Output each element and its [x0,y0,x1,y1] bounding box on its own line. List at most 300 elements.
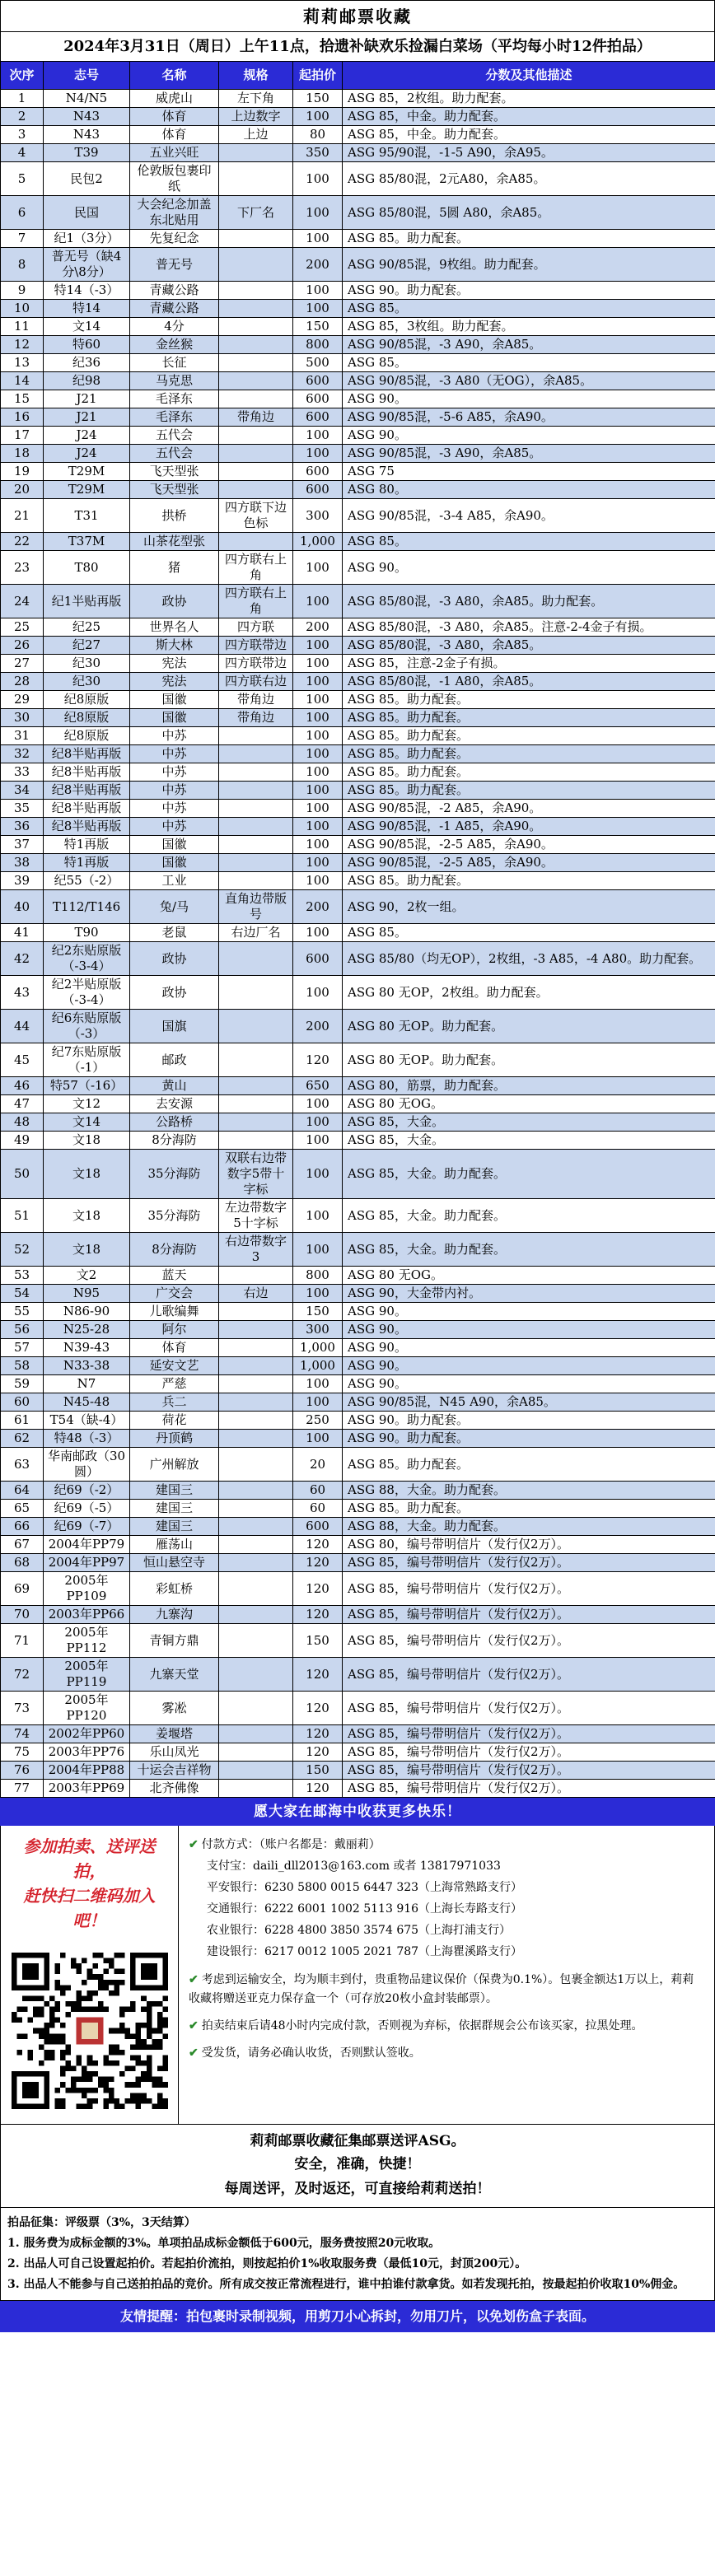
table-row [1,1430,715,1448]
lot-code: 纪8半贴再版 [44,782,130,800]
lot-code: 特60 [44,336,130,354]
lot-price: 1,000 [293,1357,343,1375]
footer-reminder: 友情提醒：拍包裹时录制视频，用剪刀小心拆封，勿用刀片，以免划伤盒子表面。 [0,2301,715,2332]
lot-desc: ASG 90/85混，-3 A90，余A85。 [343,336,715,354]
lot-number: 32 [1,745,44,763]
lot-name: 拱桥 [130,499,219,533]
lot-name: 去安源 [130,1095,219,1113]
lot-code: 普无号（缺4分\8分） [44,248,130,282]
lot-spec: 四方联右边 [219,673,293,691]
column-header-code: 志号 [44,62,130,90]
lot-desc: ASG 85。助力配套。 [343,691,715,709]
lot-desc: ASG 85/80混，-3 A80，余A85。助力配套。 [343,585,715,618]
lot-name: 大会纪念加盖东北贴用 [130,196,219,230]
lot-desc: ASG 90/85混，-3 A90，余A85。 [343,445,715,463]
lot-desc: ASG 85，大金。 [343,1132,715,1150]
lot-desc: ASG 80 无OP，2枚组。助力配套。 [343,976,715,1010]
lot-name: 体育 [130,126,219,144]
lot-number: 8 [1,248,44,282]
lot-number: 10 [1,300,44,318]
lot-number: 67 [1,1536,44,1554]
check-icon: ✔ [189,2019,199,2032]
lot-desc: ASG 85。助力配套。 [343,763,715,782]
table-row [1,942,715,976]
lot-code: 纪8半贴再版 [44,745,130,763]
lot-price: 100 [293,709,343,727]
table-row [1,1762,715,1780]
lot-code: 2003年PP69 [44,1780,130,1798]
lot-number: 14 [1,372,44,390]
lot-code: J21 [44,408,130,427]
table-row [1,1199,715,1233]
lot-spec [219,1375,293,1393]
payment-panel [179,1826,714,2124]
table-row [1,655,715,673]
lot-price: 100 [293,1285,343,1303]
page-subtitle: 2024年3月31日（周日）上午11点，拾遗补缺欢乐捡漏白菜场（平均每小时12件拍品） [0,31,715,61]
lot-spec [219,1500,293,1518]
table-row [1,1518,715,1536]
lot-number: 9 [1,282,44,300]
lot-name: 8分海防 [130,1132,219,1150]
lot-name: 35分海防 [130,1199,219,1233]
lot-number: 73 [1,1692,44,1725]
lot-spec [219,1393,293,1412]
lot-code: 纪7东贴原版（-1） [44,1043,130,1077]
lot-spec: 带角边 [219,408,293,427]
lot-number: 13 [1,354,44,372]
lot-number: 7 [1,230,44,248]
check-icon: ✔ [189,2046,199,2060]
lot-desc: ASG 85，编号带明信片（发行仅2万）。 [343,1692,715,1725]
lot-code: 纪25 [44,618,130,637]
lot-spec [219,1412,293,1430]
lots-body [1,90,715,1798]
lot-price: 150 [293,1624,343,1658]
payment-alipay: 支付宝：daili_dll2013@163.com 或者 13817971033 [207,1860,501,1873]
lot-code: 纪8半贴再版 [44,763,130,782]
lot-name: 政协 [130,942,219,976]
lot-number: 6 [1,196,44,230]
lot-code: 民国 [44,196,130,230]
lot-desc: ASG 85/80混，5圆 A80，余A85。 [343,196,715,230]
table-row [1,499,715,533]
lot-spec [219,727,293,745]
lot-name: 国徽 [130,691,219,709]
info-section [0,1826,715,2125]
lot-name: 中苏 [130,800,219,818]
table-row [1,427,715,445]
table-row [1,1357,715,1375]
lot-name: 毛泽东 [130,390,219,408]
lot-name: 公路桥 [130,1113,219,1132]
table-row [1,924,715,942]
lot-spec [219,336,293,354]
lot-spec [219,144,293,162]
lot-code: 2004年PP97 [44,1554,130,1572]
lot-number: 12 [1,336,44,354]
lot-desc: ASG 85。助力配套。 [343,709,715,727]
lot-code: 纪69（-5） [44,1500,130,1518]
payment-ccb: 建设银行：6217 0012 1005 2021 787（上海瞿溪路支行） [207,1945,523,1958]
lot-code: 特14（-3） [44,282,130,300]
lot-desc: ASG 80 无OP。助力配套。 [343,1010,715,1043]
lot-number: 69 [1,1572,44,1606]
table-row [1,1482,715,1500]
lot-desc: ASG 85，大金。助力配套。 [343,1233,715,1267]
table-row [1,1303,715,1321]
lot-price: 100 [293,1233,343,1267]
lot-name: 青藏公路 [130,300,219,318]
lot-spec: 四方联 [219,618,293,637]
lot-price: 100 [293,445,343,463]
lot-spec [219,1606,293,1624]
lot-name: 丹顶鹤 [130,1430,219,1448]
table-row [1,872,715,890]
lot-name: 猪 [130,551,219,585]
lot-number: 19 [1,463,44,481]
table-row [1,1132,715,1150]
table-row [1,1658,715,1692]
lot-number: 1 [1,90,44,108]
lot-code: 文18 [44,1199,130,1233]
join-panel [1,1826,179,2124]
lot-spec: 左下角 [219,90,293,108]
lot-number: 36 [1,818,44,836]
lot-number: 5 [1,162,44,196]
lot-spec [219,818,293,836]
table-row [1,727,715,745]
lot-number: 71 [1,1624,44,1658]
lot-desc: ASG 90，2枚一组。 [343,890,715,924]
lot-number: 15 [1,390,44,408]
lot-code: 纪30 [44,673,130,691]
lot-spec [219,1303,293,1321]
lot-spec [219,976,293,1010]
lot-price: 100 [293,836,343,854]
lot-code: 2003年PP66 [44,1606,130,1624]
lot-desc: ASG 85，2枚组。助力配套。 [343,90,715,108]
page-title: 莉莉邮票收藏 [0,0,715,31]
lot-name: 建国三 [130,1500,219,1518]
lot-desc: ASG 85/80混，-3 A80，余A85。注意-2-4金子有损。 [343,618,715,637]
lot-number: 43 [1,976,44,1010]
table-row [1,1267,715,1285]
lot-price: 600 [293,481,343,499]
lot-price: 100 [293,1132,343,1150]
table-row [1,282,715,300]
lot-spec [219,854,293,872]
lot-code: 文18 [44,1132,130,1150]
lot-number: 49 [1,1132,44,1150]
lot-number: 2 [1,108,44,126]
lot-number: 58 [1,1357,44,1375]
lot-code: 特14 [44,300,130,318]
lot-spec: 右边 [219,1285,293,1303]
lot-number: 4 [1,144,44,162]
lot-desc: ASG 80 无OG。 [343,1095,715,1113]
lot-code: 纪2半贴原版（-3-4） [44,976,130,1010]
lot-number: 64 [1,1482,44,1500]
lot-name: 广州解放 [130,1448,219,1482]
lot-spec: 双联右边带数字5带十字标 [219,1150,293,1199]
lot-code: 纪30 [44,655,130,673]
lot-price: 100 [293,1113,343,1132]
lot-number: 63 [1,1448,44,1482]
lot-number: 20 [1,481,44,499]
lot-number: 29 [1,691,44,709]
table-row [1,763,715,782]
lot-desc: ASG 90。助力配套。 [343,1412,715,1430]
lot-desc: ASG 80 无OG。 [343,1267,715,1285]
table-row [1,248,715,282]
lot-desc: ASG 85。助力配套。 [343,727,715,745]
lot-name: 阿尔 [130,1321,219,1339]
lot-price: 60 [293,1482,343,1500]
lot-code: 文14 [44,318,130,336]
appraisal-section [0,2125,715,2208]
lot-number: 21 [1,499,44,533]
lot-price: 600 [293,463,343,481]
lot-desc: ASG 90。 [343,1339,715,1357]
lot-price: 100 [293,108,343,126]
lot-name: 北齐佛像 [130,1780,219,1798]
lot-code: N43 [44,108,130,126]
lot-price: 200 [293,248,343,282]
lot-price: 500 [293,354,343,372]
lot-desc: ASG 90。 [343,1321,715,1339]
lot-price: 100 [293,427,343,445]
note-shipping: ✔ 考虑到运输安全，均为顺丰到付，贵重物品建议保价（保费为0.1%）。包裹金额达1万以上，莉莉收藏将赠送亚克力保存盒一个（可存放20枚小盒封装邮票）。 [189,1973,694,2005]
table-header-row [1,62,715,90]
lot-number: 76 [1,1762,44,1780]
lot-spec [219,300,293,318]
lot-name: 延安文艺 [130,1357,219,1375]
table-row [1,818,715,836]
lot-spec [219,162,293,196]
lot-price: 200 [293,618,343,637]
lot-code: 特57（-16） [44,1077,130,1095]
lot-number: 60 [1,1393,44,1412]
lot-spec [219,1267,293,1285]
lot-number: 18 [1,445,44,463]
lot-name: 飞天型张 [130,481,219,499]
lot-name: 兔/马 [130,890,219,924]
lot-name: 青藏公路 [130,282,219,300]
lot-code: 文14 [44,1113,130,1132]
lot-desc: ASG 88，大金。助力配套。 [343,1518,715,1536]
lot-code: T80 [44,551,130,585]
lot-code: 纪36 [44,354,130,372]
lot-desc: ASG 85，编号带明信片（发行仅2万）。 [343,1725,715,1743]
lot-code: T90 [44,924,130,942]
table-row [1,691,715,709]
lot-code: 民包2 [44,162,130,196]
rule-item-1: 1. 服务费为成标金额的3%。单项拍品成标金额低于600元，服务费按照20元收取。 [7,2237,441,2250]
lot-code: 纪1半贴再版 [44,585,130,618]
lot-code: 2005年PP112 [44,1624,130,1658]
lot-price: 100 [293,872,343,890]
lot-price: 600 [293,390,343,408]
lot-code: 2005年PP109 [44,1572,130,1606]
column-header-desc: 分数及其他描述 [343,62,715,90]
lot-price: 100 [293,1150,343,1199]
lot-desc: ASG 85，中金。助力配套。 [343,108,715,126]
lot-name: 政协 [130,585,219,618]
lot-code: T29M [44,463,130,481]
lot-name: 国徽 [130,709,219,727]
lot-name: 中苏 [130,763,219,782]
lot-number: 66 [1,1518,44,1536]
lot-code: N95 [44,1285,130,1303]
lot-price: 80 [293,126,343,144]
join-text-1: 参加拍卖、送评送拍， [23,1836,156,1881]
lot-number: 52 [1,1233,44,1267]
qr-code[interactable] [12,1953,168,2109]
lot-price: 1,000 [293,533,343,551]
lot-desc: ASG 90/85混，-2 A85，余A90。 [343,800,715,818]
table-row [1,1321,715,1339]
lot-name: 青铜方鼎 [130,1624,219,1658]
check-icon: ✔ [189,1838,199,1851]
lot-number: 28 [1,673,44,691]
lot-price: 600 [293,942,343,976]
lot-name: 国旗 [130,1010,219,1043]
table-row [1,1393,715,1412]
lot-name: 儿歌编舞 [130,1303,219,1321]
rules-section [0,2208,715,2301]
lot-number: 46 [1,1077,44,1095]
lot-desc: ASG 75 [343,463,715,481]
lot-spec [219,1448,293,1482]
lot-price: 20 [293,1448,343,1482]
lot-spec [219,1043,293,1077]
lot-price: 800 [293,336,343,354]
lot-name: 恒山悬空寺 [130,1554,219,1572]
lot-name: 斯大林 [130,637,219,655]
lot-price: 100 [293,585,343,618]
lot-name: 国徽 [130,854,219,872]
lot-price: 100 [293,196,343,230]
lot-number: 30 [1,709,44,727]
lot-price: 800 [293,1267,343,1285]
lot-name: 工业 [130,872,219,890]
lot-number: 35 [1,800,44,818]
lot-number: 26 [1,637,44,655]
lot-spec [219,1095,293,1113]
lot-price: 200 [293,890,343,924]
lot-price: 300 [293,1321,343,1339]
lot-code: T39 [44,144,130,162]
lot-desc: ASG 85。助力配套。 [343,745,715,763]
lot-number: 70 [1,1606,44,1624]
lot-spec [219,1762,293,1780]
lot-price: 100 [293,300,343,318]
table-row [1,1500,715,1518]
lot-price: 100 [293,854,343,872]
lot-code: 2003年PP76 [44,1743,130,1762]
lot-desc: ASG 90，大金带内衬。 [343,1285,715,1303]
lot-price: 120 [293,1692,343,1725]
table-row [1,1692,715,1725]
lot-code: T29M [44,481,130,499]
lot-number: 45 [1,1043,44,1077]
lot-spec [219,481,293,499]
lot-price: 120 [293,1658,343,1692]
lot-spec [219,230,293,248]
lot-desc: ASG 85。助力配套。 [343,230,715,248]
lot-desc: ASG 90。 [343,390,715,408]
lot-name: 雾凇 [130,1692,219,1725]
lot-desc: ASG 90/85混，-5-6 A85，余A90。 [343,408,715,427]
lot-price: 100 [293,976,343,1010]
lot-spec: 下厂名 [219,196,293,230]
lot-code: 2004年PP88 [44,1762,130,1780]
table-row [1,1233,715,1267]
table-row [1,445,715,463]
lot-spec [219,1482,293,1500]
lot-price: 100 [293,230,343,248]
lot-desc: ASG 90。 [343,427,715,445]
lot-spec [219,533,293,551]
lot-code: J21 [44,390,130,408]
lot-code: 纪98 [44,372,130,390]
table-row [1,1606,715,1624]
lot-desc: ASG 85。 [343,533,715,551]
lot-spec: 上边数字 [219,108,293,126]
lot-spec [219,445,293,463]
lot-desc: ASG 90/85混，9枚组。助力配套。 [343,248,715,282]
lot-name: 邮政 [130,1043,219,1077]
lot-price: 120 [293,1725,343,1743]
lot-spec: 四方联右上角 [219,585,293,618]
lot-name: 乐山凤光 [130,1743,219,1762]
payment-pingan: 平安银行：6230 5800 0015 6447 323（上海常熟路支行） [207,1881,523,1894]
table-row [1,390,715,408]
lot-desc: ASG 90/85混，-3-4 A85，余A90。 [343,499,715,533]
lot-desc: ASG 90/85混，-2-5 A85，余A90。 [343,836,715,854]
lot-desc: ASG 85，3枚组。助力配套。 [343,318,715,336]
lot-number: 61 [1,1412,44,1430]
table-row [1,585,715,618]
appraisal-line-2: 安全，准确，快捷！ [294,2156,421,2172]
lot-name: 荷花 [130,1412,219,1430]
lot-name: 飞天型张 [130,463,219,481]
lot-code: 纪6东贴原版（-3） [44,1010,130,1043]
lot-name: 中苏 [130,745,219,763]
lot-name: 宪法 [130,673,219,691]
lot-spec [219,763,293,782]
lot-code: 文18 [44,1233,130,1267]
lot-number: 65 [1,1500,44,1518]
table-row [1,1536,715,1554]
lot-code: T31 [44,499,130,533]
lot-spec [219,1010,293,1043]
lot-code: T54（缺-4） [44,1412,130,1430]
lot-spec: 四方联带边 [219,655,293,673]
lot-price: 100 [293,1375,343,1393]
lot-number: 68 [1,1554,44,1572]
lot-desc: ASG 85，编号带明信片（发行仅2万）。 [343,1762,715,1780]
lot-name: 金丝猴 [130,336,219,354]
lot-spec [219,282,293,300]
lot-name: 8分海防 [130,1233,219,1267]
lot-desc: ASG 85，注意-2金子有损。 [343,655,715,673]
table-row [1,230,715,248]
lot-desc: ASG 90。助力配套。 [343,282,715,300]
lot-name: 35分海防 [130,1150,219,1199]
lot-name: 威虎山 [130,90,219,108]
